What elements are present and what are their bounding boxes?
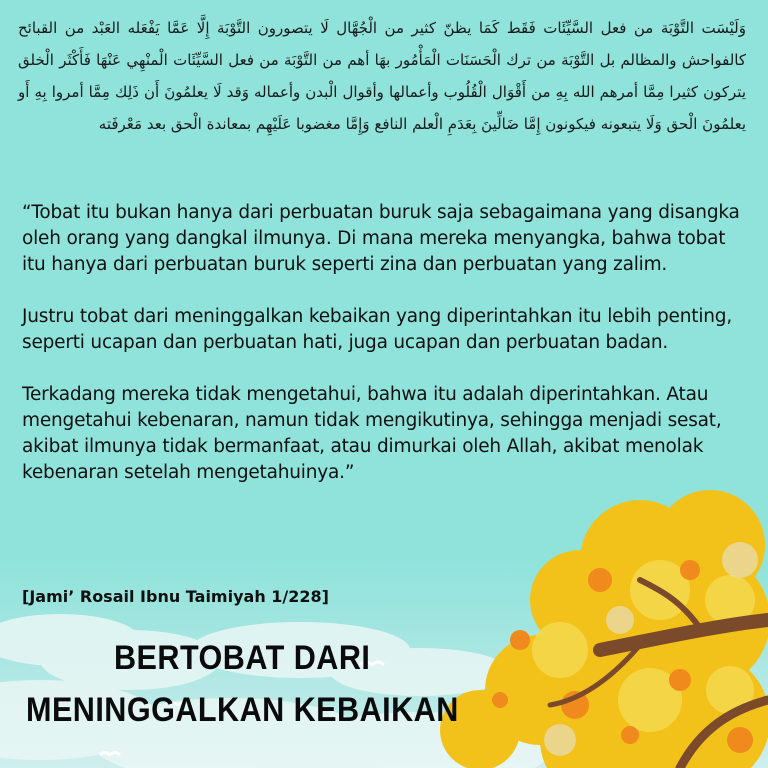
indonesian-translation <box>22 200 750 486</box>
title-line-2: MENINGGALKAN KEBAIKAN <box>26 691 459 729</box>
quote-paragraph-1: “Tobat itu bukan hanya dari perbuatan buruk saja sebagaimana yang disangka oleh orang yang dangkal ilmunya. Di mana mereka menyangka, bahwa tobat itu hanya dari perbuatan buruk seperti zina dan perbuatan yang zalim. <box>22 202 740 275</box>
quote-paragraph-2: Justru tobat dari meninggalkan kebaikan yang diperintahkan itu lebih penting, seperti ucapan dan perbuatan hati, juga ucapan dan perbuatan badan. <box>22 306 733 353</box>
source-citation: [Jami’ Rosail Ibnu Taimiyah 1/228] <box>22 587 329 606</box>
quote-paragraph-3: Terkadang mereka tidak mengetahui, bahwa itu adalah diperintahkan. Atau mengetahui kebenaran, namun tidak mengikutinya, sehingga menjadi sesat, akibat ilmunya tidak bermanfaat, atau dimurkai oleh Allah, akibat menolak kebenaran setelah mengetahuinya.” <box>22 384 722 483</box>
arabic-quote: وَلَيْسَت التَّوْبَة من فعل السَّيِّئَات فَقَط كَمَا يظنّ كثير من الْجُهَّال لَا يتصورون التَّوْبَة إِلَّا عَمَّا يَفْعَله العَبْد من القبائح كالفواحش والمظالم بل التَّوْبَة من ترك الْحَسَنَات الْمَأْمُور بهَا أهم من التَّوْبَة من فعل السَّيِّئَات الْمنْهِي عَنْهَا فَأَكْثَر الْخلق يتركون كثيرا مِمَّا أمرهم الله بِهِ من أَقْوَال الْقُلُوب وأعمالها وأقوال الْبدن وأعماله وَقد لَا يعلمُونَ أَن ذَلِك مِمَّا أمروا بِهِ أَو يعلمُونَ الْحق وَلَا يتبعونه فيكونون إِمَّا ضَالِّينَ بِعَدَمِ الْعلم النافع وَإِمَّا مغضوبا عَلَيْهِم بمعاندة الْحق بعد مَعْرفَته <box>18 19 746 133</box>
title-line-1: BERTOBAT DARI <box>114 639 371 677</box>
